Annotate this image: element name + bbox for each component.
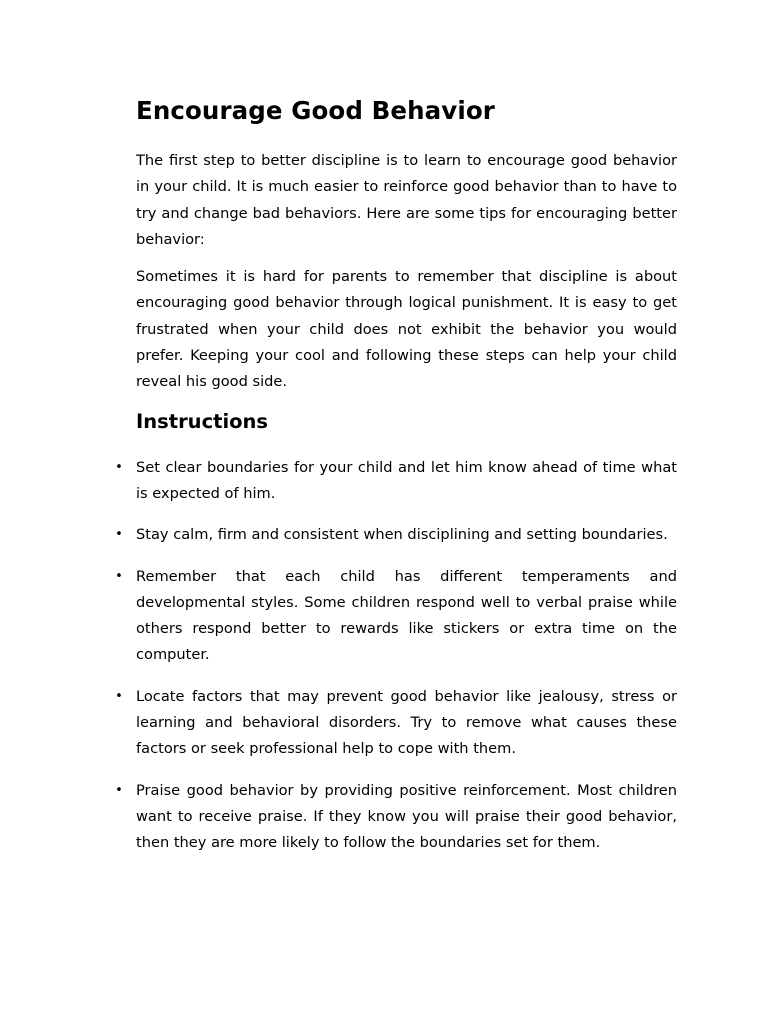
- bullet-icon: •: [115, 568, 123, 584]
- instructions-heading: Instructions: [136, 409, 269, 433]
- instruction-item: [115, 522, 677, 548]
- instruction-text: Stay calm, firm and consistent when disciplining and setting boundaries.: [136, 526, 668, 544]
- bullet-icon: •: [115, 688, 123, 704]
- instruction-text: Praise good behavior by providing positive reinforcement. Most children want to receive praise. If they know you will praise their good behavior, then they are more likely to follow the boundaries set for them.: [136, 781, 677, 852]
- context-paragraph: Sometimes it is hard for parents to remember that discipline is about encouraging good behavior through logical punishment. It is easy to get frustrated when your child does not exhibit the behavior you would prefer. Keeping your cool and following these steps can help your child reveal his good side.: [136, 268, 677, 391]
- instructions-list: [115, 455, 677, 857]
- instruction-text: Locate factors that may prevent good behavior like jealousy, stress or learning and behavioral disorders. Try to remove what causes these factors or seek professional help to cope with them.: [136, 687, 677, 758]
- document-content: [115, 94, 677, 857]
- instruction-item: [115, 455, 677, 508]
- instruction-item: [115, 778, 677, 857]
- bullet-icon: •: [115, 527, 123, 543]
- instruction-item: [115, 564, 677, 669]
- instruction-item: [115, 684, 677, 763]
- bullet-icon: •: [115, 782, 123, 798]
- bullet-icon: •: [115, 459, 123, 475]
- document-title: Encourage Good Behavior: [136, 96, 495, 125]
- instruction-text: Remember that each child has different temperaments and developmental styles. Some children respond well to verbal praise while others respond better to rewards like stickers or extra time on the computer.: [136, 567, 677, 664]
- intro-paragraph: The first step to better discipline is to learn to encourage good behavior in your child. It is much easier to reinforce good behavior than to have to try and change bad behaviors. Here are some tips for encouraging better behavior:: [136, 152, 677, 248]
- instruction-text: Set clear boundaries for your child and let him know ahead of time what is expected of him.: [136, 458, 677, 502]
